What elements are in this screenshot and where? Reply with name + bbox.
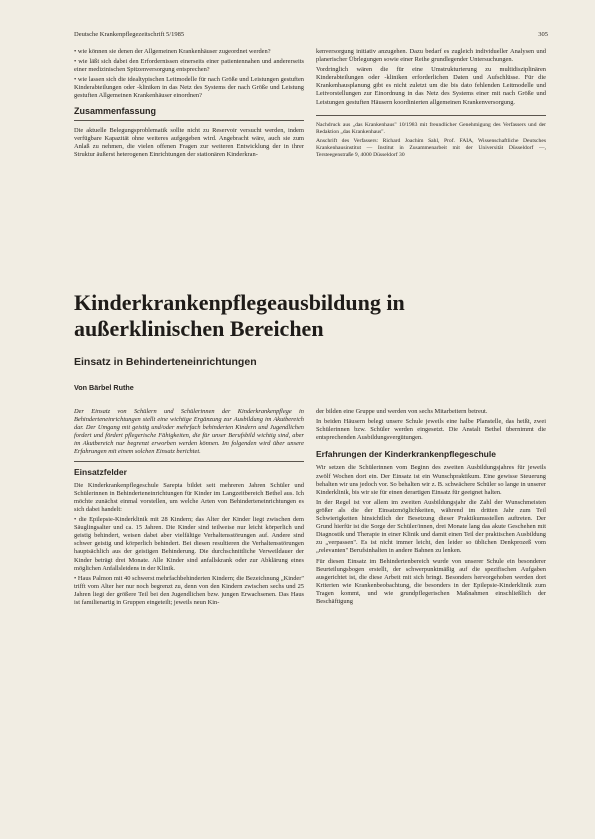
section-heading-einsatzfelder: Einsatzfelder bbox=[74, 466, 127, 477]
article-title: Kinderkrankenpflegeausbildung in außerklinischen Bereichen bbox=[74, 290, 405, 341]
lead-paragraph: Der Einsatz von Schülern und Schülerinnen der Kinderkrankenpflege in Behinderteneinrichtungen stellt eine wichtige Ergänzung zur Ausbildung im Akutbereich dar. Der Umgang mit geistig und/oder mehrfach behinderten Kindern und Jugendlichen fordert und fördert pflegerische Fähigkeiten, die für unser Berufsbild wichtig sind, aber im Akutbereich nur begrenzt erworben werden können. Im folgenden wird über unsere Erfahrungen mit einem solchen Einsatz berichtet. bbox=[74, 408, 304, 456]
paragraph: In der Regel ist vor allem im zweiten Ausbildungsjahr die Zahl der Wunschmeisten größer als die der Einsatzmöglichkeiten, während im dritten Jahr zum Teil Schwierigkeiten hinsichtlich der Besetzung dieser Praktikumsstellen auftreten. Der Grund hierfür ist die Sorge der Schüler/innen, drei Monate lang das akute Geschehen mit Diagnostik und Therapie in einer Klinik und damit einen Teil der praktischen Ausbildung zu „verpassen". Es ist nicht immer leicht, den leider so üblichen Denkprozeß vom „relevanten" Berufsinhalten in andere Bahnen zu lenken. bbox=[316, 498, 546, 555]
bullet-item: • wie lassen sich die idealtypischen Leitmodelle für nach Größe und Leistungen gestuften Kinderabteilungen oder -kliniken in das Netz des Systems der nach Größe und Leistung gestuften Allgemeinen Krankenhäuser einordnen? bbox=[74, 76, 304, 100]
page-number: 305 bbox=[538, 31, 548, 38]
footnote-rule bbox=[316, 115, 546, 116]
section-heading-zusammenfassung: Zusammenfassung bbox=[74, 105, 157, 116]
paragraph: Wir setzen die Schülerinnen vom Beginn des zweiten Ausbildungsjahres für jeweils zwölf Wochen dort ein. Der Einsatz ist ein Wunschpraktikum. Eine gewisse Steuerung behalten wir uns jedoch vor. So behalten wir z. B. schwächere Schüler so lange in unserer Kinderklinik, bis wir sie für einen derartigen Einsatz für geeignet halten. bbox=[316, 464, 546, 496]
article-subtitle: Einsatz in Behinderteneinrichtungen bbox=[74, 356, 257, 368]
author-address-footnote: Anschrift des Verfassers: Richard Joachim Sahl, Prof. FAIA, Wissenschaftliche Deutsches Krankenhausinstitut — Institut in Zusammenarbeit mit der Universität Düsseldorf —, Tersteegenstraße 9, 4000 Düsseldorf 30 bbox=[316, 137, 546, 158]
journal-name: Deutsche Krankenpflegezeitschrift 5/1985 bbox=[74, 31, 185, 38]
section-heading-erfahrungen: Erfahrungen der Kinderkrankenpflegeschule bbox=[316, 449, 496, 460]
paragraph: • die Epilepsie-Kinderklinik mit 28 Kindern; das Alter der Kinder liegt zwischen dem Säuglingsalter und ca. 15 Jahren. Die Kinder sind teilweise nur leicht körperlich und geistig behindert, weisen dabei aber vielfältige Verhaltensstörungen auf. Andere sind schwer geistig und körperlich behindert. Bei diesen resultieren die Verhaltensstörungen hauptsächlich aus der geistigen Behinderung. Die durchschnittliche Verweildauer der Kinder beträgt drei Monate. Alle Kinder sind anfallskrank oder zur Abklärung eines möglichen Anfallsleidens in der Klinik. bbox=[74, 516, 304, 572]
summary-paragraph: Die aktuelle Belegungsproblematik sollte nicht zu Reservoir versucht werden, indem verfügbare Kapazität ohne weiteres aufgegeben wird. Angebracht wäre, auch sie zum Anlaß zu nehmen, die vielen offenen Fragen zur weiteren Entwicklung der in ihrer Struktur äußerst heterogenen Einrichtungen der stationären Kinderkran- bbox=[74, 126, 304, 158]
paragraph: kenversorgung initiativ anzugehen. Dazu bedarf es zugleich individueller Analysen und planerischer Übrlegungen sowie einer Reihe grundlegender Untersuchungen. bbox=[316, 48, 546, 64]
paragraph: • Haus Palmon mit 40 schwerst mehrfachbehinderten Kindern; die Bezeichnung „Kinder" trifft vom Alter her nur noch begrenzt zu, denn von den Kindern zwischen sechs und 25 Jahren liegt der größere Teil bei den Jugendlichen bzw. jungen Erwachsenen. Das Haus ist familienartig in Gruppen eingeteilt; jeweils neun Kin- bbox=[74, 574, 304, 606]
bullet-item: • wie läßt sich dabei den Erfordernissen einerseits einer patientennahen und andererseits einer medizinischen Spitzenversorgung entsprechen? bbox=[74, 58, 304, 74]
reprint-footnote: Nachdruck aus „das Krankenhaus" 10/1983 mit freundlicher Genehmigung des Verfassers und der Redaktion „das Krankenhaus". bbox=[316, 121, 546, 135]
article-right-column bbox=[316, 408, 546, 608]
top-right-column bbox=[316, 48, 546, 161]
lead-rule bbox=[74, 461, 304, 462]
running-header bbox=[74, 31, 548, 38]
article-left-column bbox=[74, 408, 304, 609]
bullet-item: • wie können sie denen der Allgemeinen Krankenhäuser zugeordnet werden? bbox=[74, 48, 271, 55]
top-left-column bbox=[74, 48, 304, 161]
paragraph: In beiden Häusern belegt unsere Schule jeweils eine halbe Planstelle, das heißt, zwei Schülerinnen bzw. Schüler werden eingesetzt. Die Anstalt Bethel übernimmt die entsprechenden Ausbildungsvergütungen. bbox=[316, 418, 546, 442]
paragraph: Für diesen Einsatz im Behindertenbereich wurde von unserer Schule ein besonderer Beurteilungsbogen erstellt, der schwerpunktmäßig auf die spezifischen Aufgaben ausgerichtet ist, die diese Arbeit mit sich bringt. Besonders hervorgehoben werden dort Kriterien wie Krankenbeobachtung, die besonders in der Epilepsie-Kinderklinik zum Tragen kommt, und wie grundpflegerischen Maßnahmen einschließlich der Beschäftigung bbox=[316, 557, 546, 605]
paragraph: der bilden eine Gruppe und werden von sechs Mitarbeitern betreut. bbox=[316, 408, 488, 415]
heading-rule bbox=[74, 120, 304, 121]
article-author: Von Bärbel Ruthe bbox=[74, 383, 134, 392]
paragraph: Vordringlich wären die für eine Umstrukturierung zu multidisziplinären Kinderabteilungen oder -kliniken erforderlichen Daten und Aufschlüsse. Für die Krankenhausplanung gibt es nicht zuletzt um die bis dato fehlenden Leitmodelle und Leitvorstellungen zur Einordnung in das Netz des Systems einer mit nach Größe und Leistungen gestuften Häusern koordinierten allgemeinen Krankenversorgung. bbox=[316, 66, 546, 106]
paragraph: Die Kinderkrankenpflegeschule Sarepta bildet seit mehreren Jahren Schüler und Schülerinnen in Behinderteneinrichtungen für Kinder im Langzeitbereich Bethel aus. Ich möchte zunächst einmal vorstellen, um welche Arten von Behinderteneinrichtungen es sich dabei handelt: bbox=[74, 481, 304, 513]
